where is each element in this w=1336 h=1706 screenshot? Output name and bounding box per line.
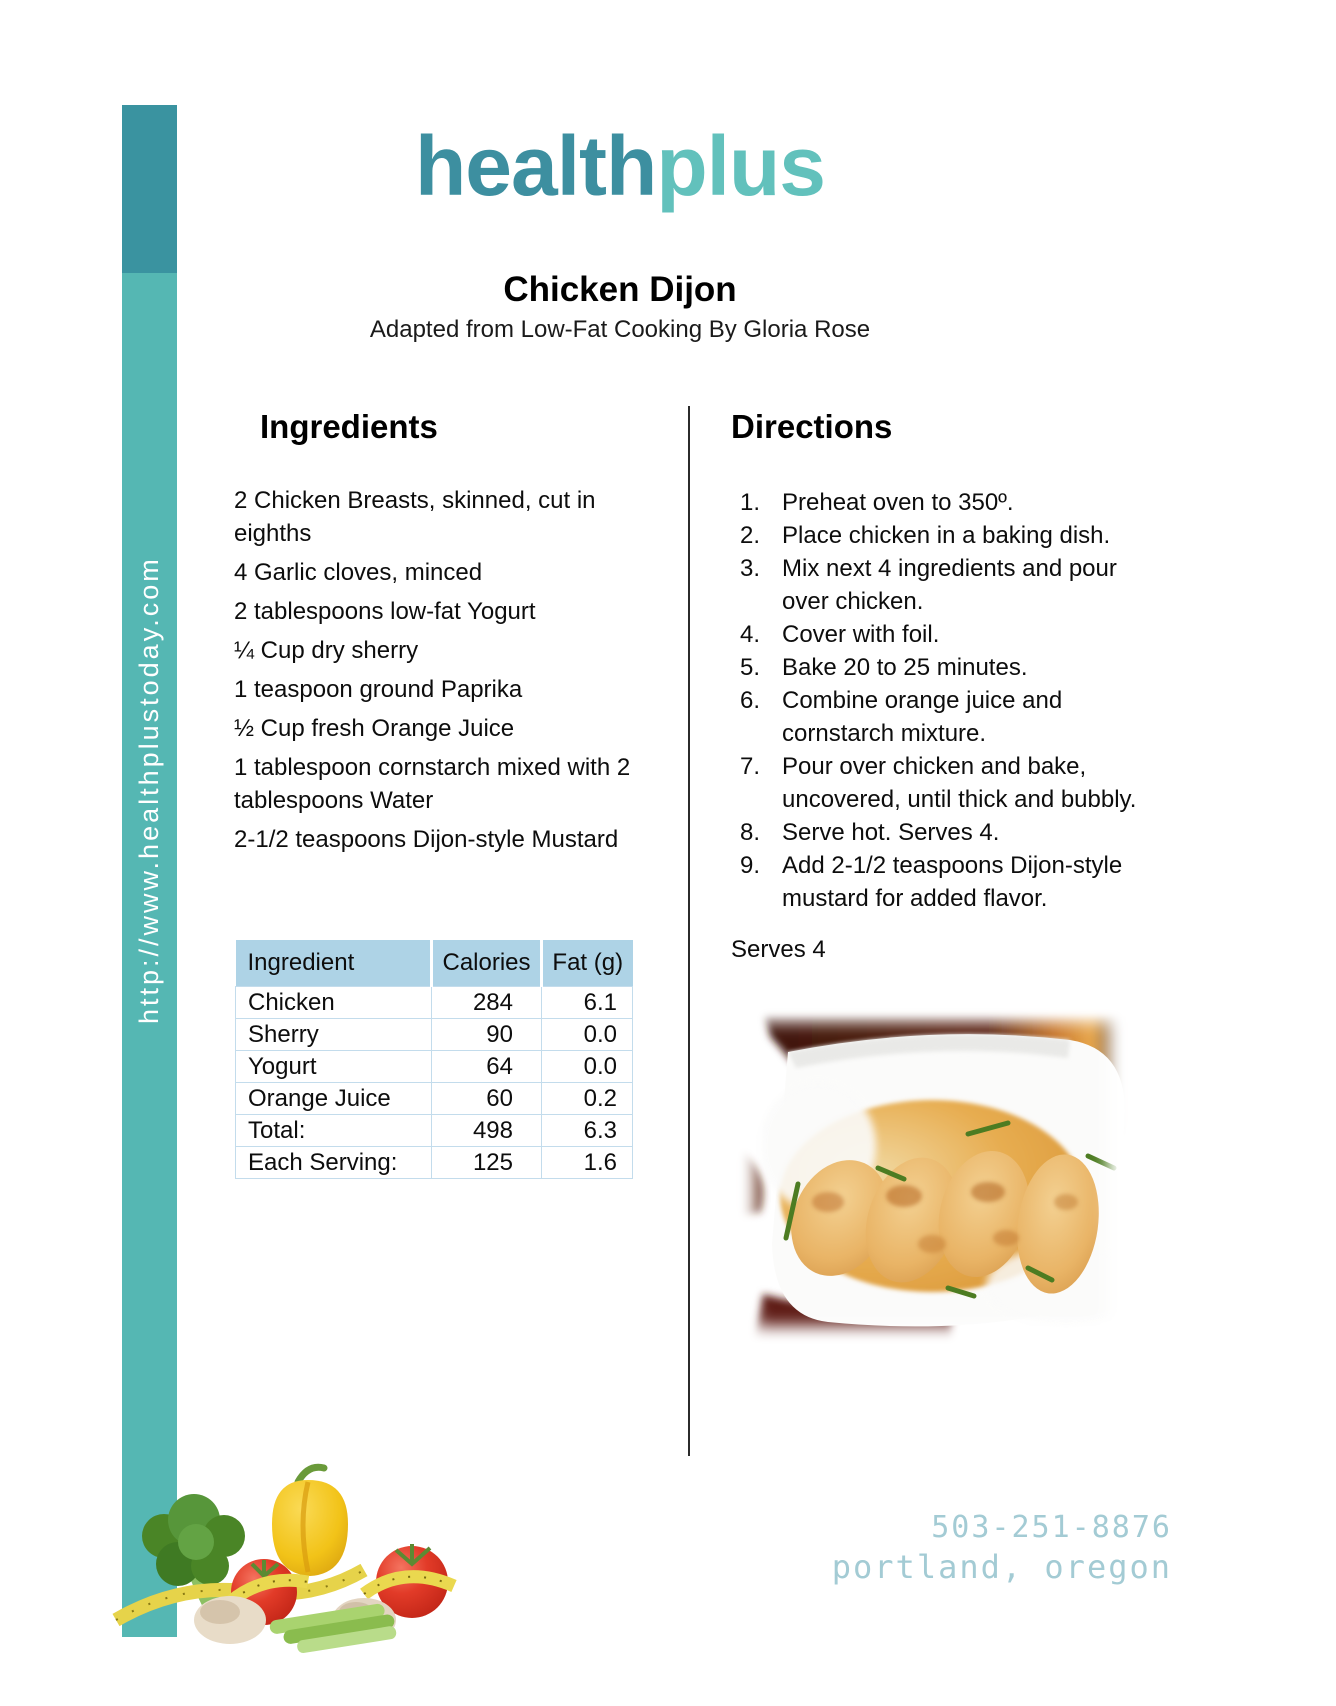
ingredient-item: 4 Garlic cloves, minced <box>234 559 483 586</box>
direction-step <box>740 684 1170 750</box>
vegetables-photo-illustration <box>112 1424 462 1654</box>
direction-step-number: 6. <box>740 687 761 714</box>
direction-step-text: Place chicken in a baking dish. <box>782 522 1111 549</box>
direction-step-text: Serve hot. Serves 4. <box>782 819 1000 846</box>
ingredient-item: 2 Chicken Breasts, skinned, cut in eighths <box>234 487 596 547</box>
nutrition-ingredient-cell: Total: <box>236 1115 432 1147</box>
brand-logo-plus: plus <box>656 119 826 213</box>
dish-photo-illustration <box>736 1006 1128 1344</box>
ingredient-item: ¼ Cup dry sherry <box>234 637 419 664</box>
direction-step-number: 1. <box>740 489 761 516</box>
nutrition-calories-cell: 125 <box>432 1147 542 1179</box>
nutrition-fat-cell: 0.0 <box>542 1019 633 1051</box>
ingredient-item: ½ Cup fresh Orange Juice <box>234 715 515 742</box>
nutrition-calories-cell: 498 <box>432 1115 542 1147</box>
nutrition-table-row <box>236 1051 633 1083</box>
nutrition-fat-cell: 6.3 <box>542 1115 633 1147</box>
direction-step-number: 9. <box>740 852 761 879</box>
direction-step-text: Combine orange juice and cornstarch mixture. <box>782 687 1063 747</box>
nutrition-ingredient-cell: Chicken <box>236 987 432 1019</box>
sidebar-url-link[interactable]: http://www.healthplustoday.com <box>134 556 164 1025</box>
nutrition-calories-cell: 284 <box>432 987 542 1019</box>
nutrition-table-row <box>236 1147 633 1179</box>
nutrition-fat-cell: 1.6 <box>542 1147 633 1179</box>
direction-step-text: Cover with foil. <box>782 621 940 648</box>
ingredient-item: 2-1/2 teaspoons Dijon-style Mustard <box>234 826 619 853</box>
nutrition-ingredient-cell: Yogurt <box>236 1051 432 1083</box>
direction-step <box>740 849 1170 915</box>
direction-step-number: 5. <box>740 654 761 681</box>
brand-logo <box>115 118 1125 215</box>
page-title: Chicken Dijon <box>503 270 737 309</box>
nutrition-calories-cell: 60 <box>432 1083 542 1115</box>
ingredient-item: 1 teaspoon ground Paprika <box>234 676 523 703</box>
ingredients-heading: Ingredients <box>260 408 438 445</box>
nutrition-ingredient-cell: Sherry <box>236 1019 432 1051</box>
direction-step-number: 7. <box>740 753 761 780</box>
directions-heading: Directions <box>731 408 893 445</box>
direction-step <box>740 816 1170 849</box>
direction-step <box>740 552 1170 618</box>
direction-step-number: 3. <box>740 555 761 582</box>
direction-step-text: Mix next 4 ingredients and pour over chicken. <box>782 555 1117 615</box>
footer-location: portland, oregon <box>831 1548 1172 1586</box>
direction-step <box>740 519 1170 552</box>
nutrition-table-row <box>236 1115 633 1147</box>
nutrition-column-header: Fat (g) <box>542 940 633 987</box>
vegetables-photo <box>112 1424 462 1654</box>
direction-step-text: Pour over chicken and bake, uncovered, until thick and bubbly. <box>782 753 1137 813</box>
nutrition-table-row <box>236 987 633 1019</box>
nutrition-fat-cell: 6.1 <box>542 987 633 1019</box>
ingredient-item: 1 tablespoon cornstarch mixed with 2 tablespoons Water <box>234 754 631 814</box>
ingredient-item: 2 tablespoons low-fat Yogurt <box>234 598 536 625</box>
direction-step <box>740 618 1170 651</box>
direction-step-number: 8. <box>740 819 761 846</box>
nutrition-column-header: Ingredient <box>236 940 432 987</box>
nutrition-fat-cell: 0.0 <box>542 1051 633 1083</box>
nutrition-table <box>235 940 633 1179</box>
column-divider <box>688 406 690 1456</box>
nutrition-fat-cell: 0.2 <box>542 1083 633 1115</box>
nutrition-calories-cell: 90 <box>432 1019 542 1051</box>
direction-step-number: 2. <box>740 522 761 549</box>
direction-step-number: 4. <box>740 621 761 648</box>
ingredients-list <box>234 484 634 862</box>
nutrition-table-row <box>236 1019 633 1051</box>
nutrition-ingredient-cell: Each Serving: <box>236 1147 432 1179</box>
serves-note: Serves 4 <box>731 936 826 963</box>
nutrition-calories-cell: 64 <box>432 1051 542 1083</box>
nutrition-table-header-row <box>236 940 633 987</box>
brand-logo-health: health <box>414 119 657 213</box>
direction-step-text: Bake 20 to 25 minutes. <box>782 654 1028 681</box>
page-subtitle: Adapted from Low-Fat Cooking By Gloria Rose <box>369 316 871 343</box>
footer-contact <box>770 1508 1172 1586</box>
chicken-dijon-dish-photo <box>736 1006 1128 1344</box>
nutrition-column-header: Calories <box>432 940 542 987</box>
nutrition-ingredient-cell: Orange Juice <box>236 1083 432 1115</box>
footer-phone: 503-251-8876 <box>931 1510 1172 1545</box>
direction-step <box>740 750 1170 816</box>
direction-step <box>740 651 1170 684</box>
direction-step <box>740 486 1170 519</box>
directions-list <box>740 486 1170 915</box>
direction-step-text: Add 2-1/2 teaspoons Dijon-style mustard for added flavor. <box>782 852 1123 912</box>
nutrition-table-row <box>236 1083 633 1115</box>
direction-step-text: Preheat oven to 350º. <box>782 489 1014 516</box>
